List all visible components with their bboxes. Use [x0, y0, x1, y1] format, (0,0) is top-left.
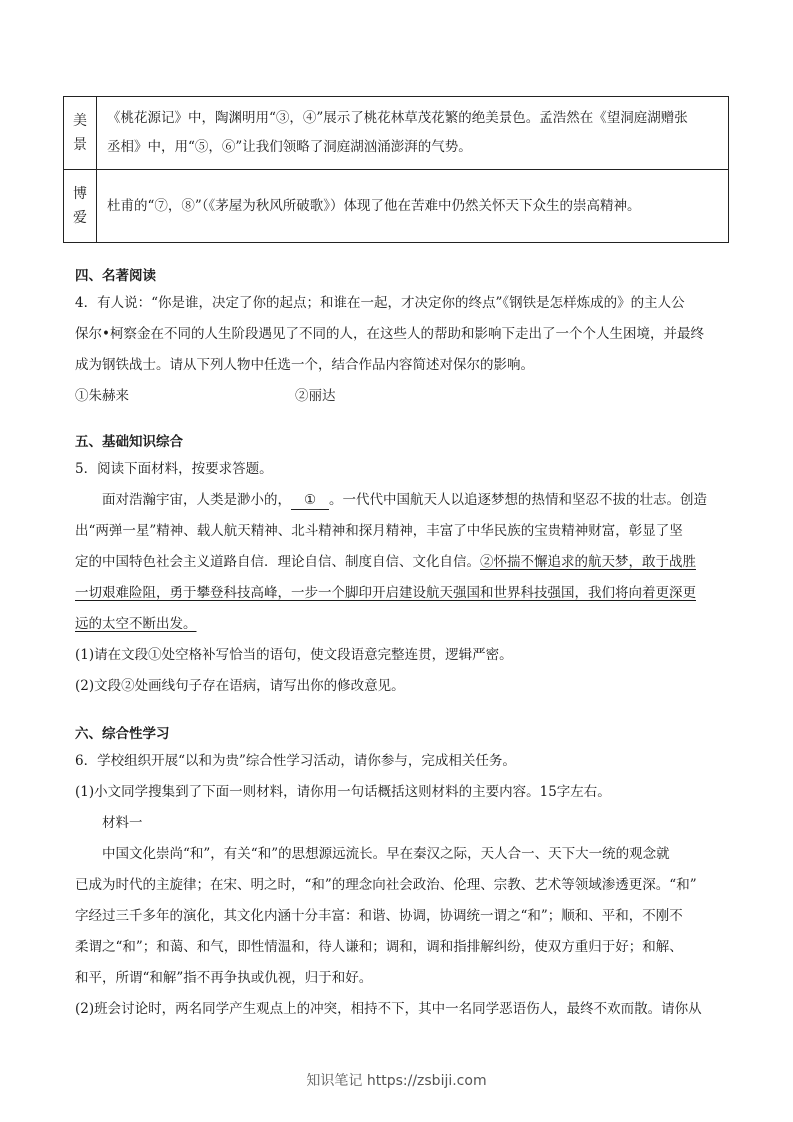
option-zhu-helai: ①朱赫来 [75, 388, 129, 404]
passage-text: 定的中国特色社会主义道路自信．理论自信、制度自信、文化自信。 [75, 554, 480, 570]
content-cell [97, 97, 729, 170]
poem-table [63, 96, 729, 243]
category-cell [64, 170, 97, 243]
category-char: 美 [73, 113, 87, 129]
fill-blank: ① [291, 491, 329, 510]
content-cell [97, 170, 729, 243]
passage-text: 面对浩瀚宇宙，人类是渺小的， [102, 492, 291, 508]
category-cell [64, 97, 97, 170]
table-row [64, 170, 729, 243]
question-text: 成为钢铁战士。请从下列人物中任选一个，结合作品内容简述对保尔的影响。 [75, 357, 534, 373]
sub-question: (1)小文同学搜集到了下面一则材料，请你用一句话概括这则材料的主要内容。15字左右。 [75, 784, 611, 800]
section-basic-knowledge [75, 432, 720, 702]
passage-line: 出“两弹一星”精神、载人航天精神、北斗精神和探月精神，丰富了中华民族的宝贵精神财富，彰显了坚 [75, 523, 683, 539]
options-row [75, 381, 720, 412]
sub-question: (1)请在文段①处空格补写恰当的语句，使文段语意完整连贯，逻辑严密。 [75, 647, 513, 663]
passage-line [75, 547, 720, 578]
question-text: 4．有人说：“你是谁，决定了你的起点；和谁在一起，才决定你的终点”《钢铁是怎样炼成的》的主人公 [75, 295, 685, 311]
sub-question: (2)班会讨论时，两名同学产生观点上的冲突，相持不下，其中一名同学恶语伤人，最终不欢而散。请你从 [75, 1001, 702, 1017]
material-line: 字经过三千多年的演化，其文化内涵十分丰富：和谐、协调，协调统一谓之“和”；顺和、平和，不刚不 [75, 908, 683, 924]
section-heading: 六、综合性学习 [75, 726, 170, 742]
content-line: 丞相》中，用“⑤，⑥”让我们领略了洞庭湖汹涌澎湃的气势。 [107, 139, 472, 155]
passage-line [75, 578, 720, 609]
passage-line [75, 609, 720, 640]
question-text: 5．阅读下面材料，按要求答题。 [75, 461, 273, 477]
material-line: 已成为时代的主旋律；在宋、明之时，“和”的理念向社会政治、伦理、宗教、艺术等领域渗透更深。“和” [75, 877, 697, 893]
passage-line [75, 485, 720, 516]
underlined-sentence: 一切艰难险阻，勇于攀登科技高峰，一步一个脚印开启建设航天强国和世界科技强国，我们将向着更深更 [75, 585, 696, 601]
material-line: 和平，所谓“和解”指不再争执或仇视，归于和好。 [75, 970, 373, 986]
section-classics-reading [75, 266, 720, 412]
section-comprehensive-learning [75, 724, 720, 1025]
watermark-footer: 知识笔记 https://zsbiji.com [306, 1073, 487, 1089]
material-line: 柔谓之“和”；和蔼、和气，即性情温和，待人谦和；调和，调和指排解纠纷，使双方重归于好；和解、 [75, 939, 683, 955]
content-line: 《桃花源记》中，陶渊明用“③，④”展示了桃花林草茂花繁的绝美景色。孟浩然在《望洞庭湖赠张 [107, 110, 688, 126]
category-char: 爱 [73, 210, 87, 226]
sub-question: (2)文段②处画线句子存在语病，请写出你的修改意见。 [75, 678, 405, 694]
option-lida: ②丽达 [295, 388, 336, 404]
section-heading: 五、基础知识综合 [75, 434, 183, 450]
material-line: 中国文化崇尚“和”，有关“和”的思想源远流长。早在秦汉之际，天人合一、天下大一统的观念就 [102, 846, 670, 862]
passage-text: 。一代代中国航天人以追逐梦想的热情和坚忍不拔的壮志。创造 [329, 492, 707, 508]
table-row [64, 97, 729, 170]
category-char: 景 [73, 137, 87, 153]
material-title: 材料一 [102, 815, 143, 831]
question-text: 保尔•柯察金在不同的人生阶段遇见了不同的人，在这些人的帮助和影响下走出了一个个人生困境，并最终 [75, 326, 704, 342]
question-text: 6．学校组织开展“以和为贵”综合性学习活动，请你参与，完成相关任务。 [75, 753, 516, 769]
category-char: 博 [73, 186, 87, 202]
underlined-sentence: 远的太空不断出发。 [75, 616, 197, 632]
section-heading: 四、名著阅读 [75, 268, 156, 284]
underlined-sentence: ②怀揣不懈追求的航天梦，敢于战胜 [480, 554, 696, 570]
content-line: 杜甫的“⑦，⑧”（《茅屋为秋风所破歌》）体现了他在苦难中仍然关怀天下众生的崇高精神。 [107, 197, 641, 214]
